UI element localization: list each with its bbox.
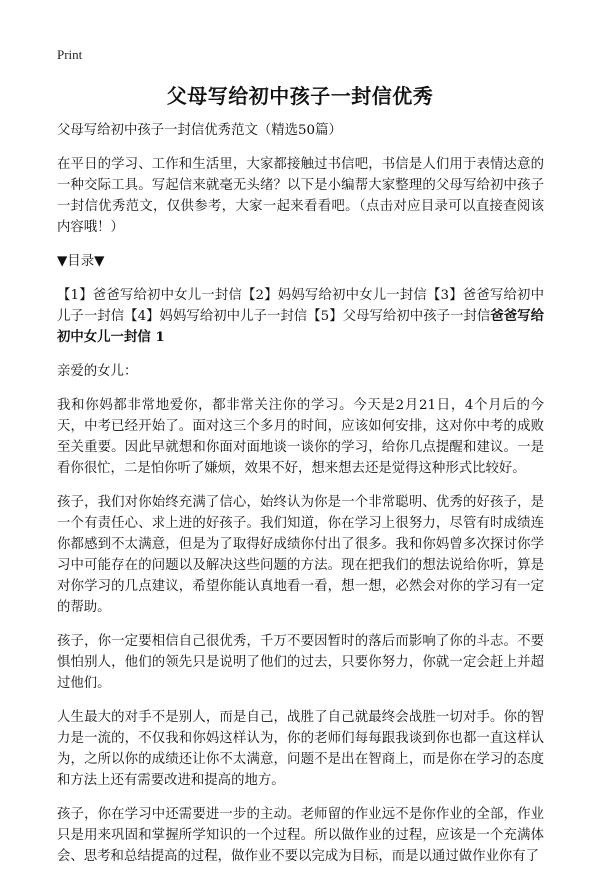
letter-paragraph-3: 孩子，你一定要相信自己很优秀，千万不要因暂时的落后而影响了你的斗志。不要惧怕别人，他们的领先只是说明了他们的过去，只要你努力，你就一定会赶上并超过他们。 [57, 634, 544, 691]
toc-heading: ▼目录▼ [57, 254, 105, 269]
toc-item-5[interactable]: 【5】父母写给初中孩子一封信 [307, 309, 491, 324]
letter-paragraph-1: 我和你妈都非常地爱你，都非常关注你的学习。今天是2月21日，4个月后的今天，中考已经开始了。面对这三个多月的时间，应该如何安排，这对你中考的成败至关重要。因此早就想和你面对面地谈一谈你的学习，给你几点提醒和建议。一是看你很忙，二是怕你听了嫌烦，效果不好，想来想去还是觉得这种形式比较好。 [57, 398, 544, 476]
section-heading: 爸爸写给初中女儿一封信 1 [57, 308, 544, 345]
table-of-contents [57, 285, 544, 348]
page-title: 父母写给初中孩子一封信优秀 [166, 84, 434, 108]
letter-greeting: 亲爱的女儿： [57, 364, 138, 379]
print-link[interactable]: Print [57, 47, 83, 62]
letter-paragraph-4: 人生最大的对手不是别人，而是自己，战胜了自己就最终会战胜一切对手。你的智力是一流的，不仅我和你妈这样认为，你的老师们每每跟我谈到你也都一直这样认为，之所以你的成绩还让你不太满意，问题不是出在智商上，而是你在学习的态度和方法上还有需要改进和提高的地方。 [57, 710, 544, 788]
letter-paragraph-5: 孩子，你在学习中还需要进一步的主动。老师留的作业远不是你作业的全部，作业只是用来巩固和掌握所学知识的一个过程。所以做作业的过程，应该是一个充满体会、思考和总结提高的过程，做作业不要以完成为目标，而是以通过做作业你有了 [57, 807, 544, 864]
toc-item-1[interactable]: 【1】爸爸写给初中女儿一封信 [57, 288, 242, 303]
article-subtitle: 父母写给初中孩子一封信优秀范文（精选50篇） [57, 123, 342, 138]
letter-paragraph-2: 孩子，我们对你始终充满了信心，始终认为你是一个非常聪明、优秀的好孩子，是一个有责任心、求上进的好孩子。我们知道，你在学习上很努力，尽管有时成绩连你都感到不太满意，但是为了取得好成绩你付出了很多。我和你妈曾多次探讨你学习中可能存在的问题以及解决这些问题的方法。现在把我们的想法说给你听，算是对你学习的几点建议，希望你能认真地看一看，想一想，必然会对你的学习有一定的帮助。 [57, 495, 544, 615]
toc-item-3[interactable]: 【3】爸爸写给初中儿子一封信 [57, 288, 544, 324]
toc-item-2[interactable]: 【2】妈妈写给初中女儿一封信 [241, 288, 427, 303]
article-body [57, 120, 544, 880]
toc-item-4[interactable]: 【4】妈妈写给初中儿子一封信 [124, 309, 308, 324]
intro-paragraph: 在平日的学习、工作和生活里，大家都接触过书信吧，书信是人们用于表情达意的一种交际工具。写起信来就毫无头绪？以下是小编帮大家整理的父母写给初中孩子一封信优秀范文，仅供参考，大家一起来看看吧。（点击对应目录可以直接查阅该内容哦！） [57, 157, 544, 235]
